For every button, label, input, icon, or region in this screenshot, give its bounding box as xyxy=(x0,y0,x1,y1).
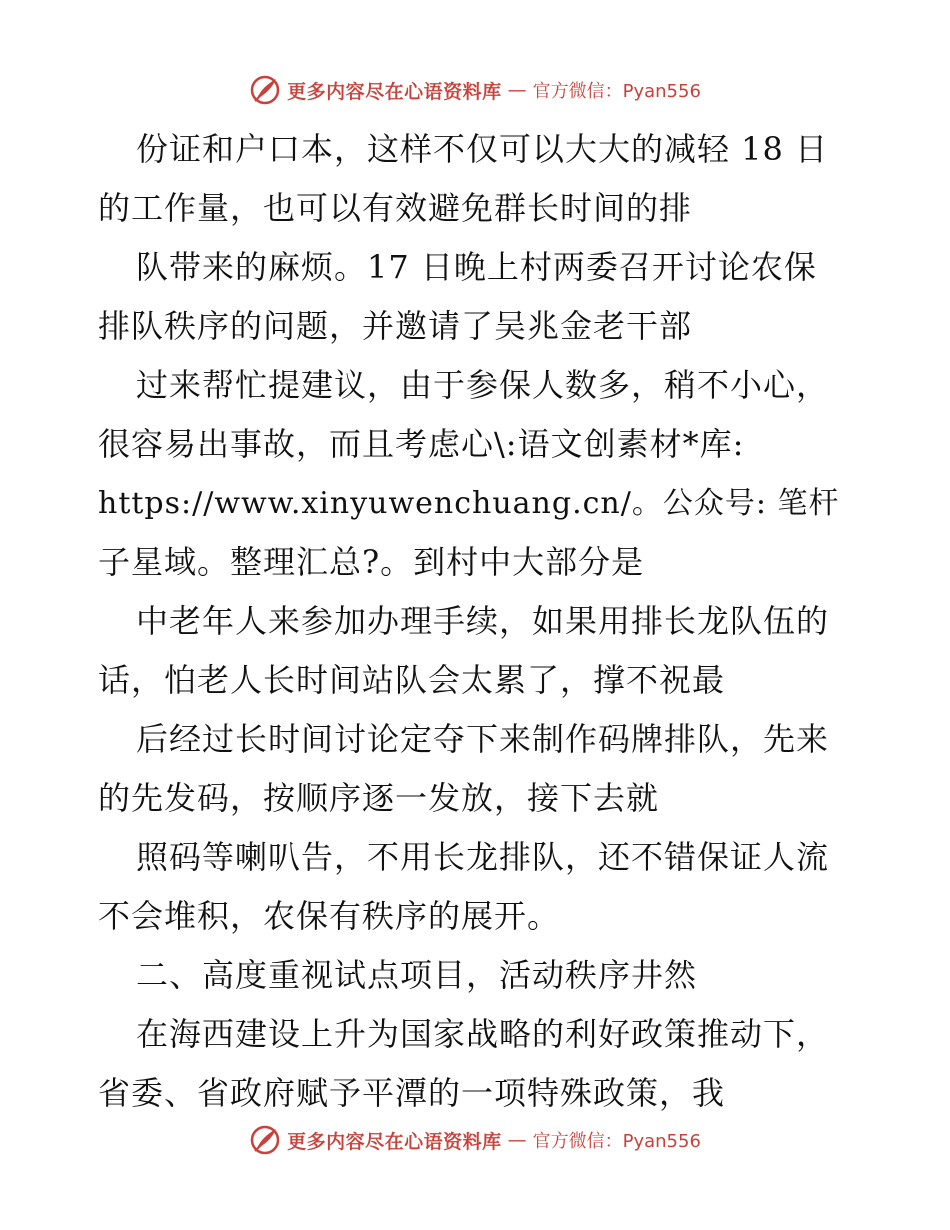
quill-logo-icon xyxy=(249,74,281,106)
header-watermark xyxy=(0,70,950,110)
text-line: 队带来的麻烦。17 日晚上村两委召开讨论农保 xyxy=(136,248,817,286)
text-line: 省委、省政府赋予平潭的一项特殊政策，我 xyxy=(98,1074,726,1112)
text-line: 二、高度重视试点项目，活动秩序井然 xyxy=(136,956,698,994)
text-line: 在海西建设上升为国家战略的利好政策推动下， xyxy=(136,1015,830,1053)
watermark-contact: 官方微信：Pyan556 xyxy=(532,1131,701,1152)
text-line: 照码等喇叭告，不用长龙排队，还不错保证人流 xyxy=(136,838,830,876)
watermark-text: 更多内容尽在心语资料库 xyxy=(287,80,502,103)
watermark-separator: — xyxy=(507,1129,527,1151)
text-line: 子星域。整理汇总?。到村中大部分是 xyxy=(98,543,645,581)
text-line: 过来帮忙提建议，由于参保人数多，稍不小心， xyxy=(136,366,830,404)
text-line: 中老年人来参加办理手续，如果用排长龙队伍的 xyxy=(136,602,830,640)
text-line: 份证和户口本，这样不仅可以大大的减轻 18 日 xyxy=(136,130,829,168)
text-line: 不会堆积，农保有秩序的展开。 xyxy=(98,897,561,935)
watermark-separator: — xyxy=(507,79,527,101)
watermark-group xyxy=(249,1124,701,1156)
text-line: 很容易出事故，而且考虑心\:语文创素材*库: xyxy=(98,425,745,463)
text-line: 排队秩序的问题，并邀请了吴兆金老干部 xyxy=(98,307,693,345)
watermark-group xyxy=(249,74,701,106)
footer-watermark xyxy=(0,1120,950,1160)
watermark-text: 更多内容尽在心语资料库 xyxy=(287,1130,502,1153)
text-line: https://www.xinyuwenchuang.cn/。公众号: 笔杆 xyxy=(98,486,840,521)
text-line: 的工作量，也可以有效避免群长时间的排 xyxy=(98,189,693,227)
text-line: 的先发码，按顺序逐一发放，接下去就 xyxy=(98,779,660,817)
quill-logo-icon xyxy=(249,1124,281,1156)
text-line: 话，怕老人长时间站队会太累了，撑不祝最 xyxy=(98,661,726,699)
watermark-contact: 官方微信：Pyan556 xyxy=(532,81,701,102)
text-line: 后经过长时间讨论定夺下来制作码牌排队，先来 xyxy=(136,720,830,758)
document-body xyxy=(98,120,858,1123)
